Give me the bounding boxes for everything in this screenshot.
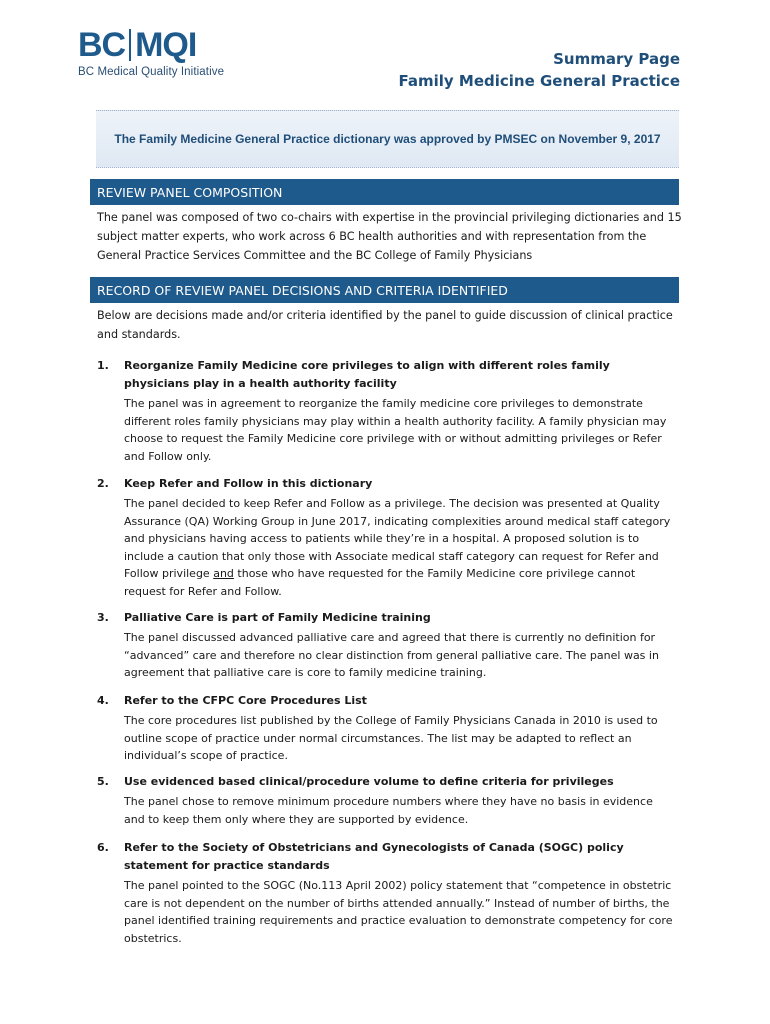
item-title: Use evidenced based clinical/procedure volume to define criteria for privileges: [124, 775, 614, 788]
approval-note: The Family Medicine General Practice dictionary was approved by PMSEC on November 9, 2017: [114, 132, 661, 146]
page-title: Summary Page: [553, 50, 680, 68]
item-body: The panel pointed to the SOGC (No.113 April 2002) policy statement that “competence in obstetric care is not dependent on the number of births attended annually.” Instead of number of births, the panel identified training requirements and practice evaluation to demonstrate competency for core obstetrics.: [124, 879, 673, 945]
panel-composition-text: The panel was composed of two co-chairs with expertise in the provincial privileging dictionaries and 15 subject matter experts, who work across 6 BC health authorities and with representation from the General Practice Services Committee and the BC College of Family Physicians: [97, 211, 682, 262]
item-title: Reorganize Family Medicine core privileges to align with different roles family physicians play in a health authority facility: [124, 359, 610, 390]
decision-item-1: [97, 357, 682, 465]
item-title: Refer to the CFPC Core Procedures List: [124, 694, 367, 707]
decision-item-2: [97, 475, 682, 600]
item-number: 6.: [97, 841, 109, 854]
item-body: The panel discussed advanced palliative care and agreed that there is currently no definition for “advanced” care and therefore no clear distinction from general palliative care. The panel was in agreement that palliative care is core to family medicine training.: [124, 631, 659, 679]
item-body: [124, 495, 676, 600]
logo-mqi-text: MQI: [135, 26, 197, 64]
item-title: Refer to the Society of Obstetricians and Gynecologists of Canada (SOGC) policy statement for practice standards: [124, 841, 624, 872]
item-number: 1.: [97, 359, 109, 372]
item-number: 5.: [97, 775, 109, 788]
logo-subtitle: BC Medical Quality Initiative: [78, 66, 225, 78]
page-subtitle: Family Medicine General Practice: [398, 72, 680, 90]
item-title: Palliative Care is part of Family Medicine training: [124, 611, 431, 624]
record-intro-text: Below are decisions made and/or criteria identified by the panel to guide discussion of clinical practice and standards.: [97, 309, 673, 341]
item-body-part: those who have requested for the Family Medicine core privilege cannot request for Refer and Follow.: [124, 567, 636, 598]
page-title-block: [399, 48, 681, 92]
decision-item-5: [97, 773, 682, 828]
item-number: 2.: [97, 477, 109, 490]
item-title: Keep Refer and Follow in this dictionary: [124, 477, 373, 490]
approval-note-box: [96, 110, 679, 168]
item-body: The panel chose to remove minimum procedure numbers where they have no basis in evidence and to keep them only where they are supported by evidence.: [124, 795, 653, 826]
decision-item-3: [97, 609, 682, 682]
section-heading-panel: REVIEW PANEL COMPOSITION: [90, 179, 679, 205]
logo-divider: [129, 29, 131, 61]
decision-item-4: [97, 692, 682, 765]
item-number: 4.: [97, 694, 109, 707]
bcmqi-logo: [78, 28, 224, 78]
logo-bc-text: BC: [78, 26, 126, 64]
item-body: The panel was in agreement to reorganize the family medicine core privileges to demonstrate different roles family physicians may play within a health authority facility. A family physician may choose to request the Family Medicine core privilege with or without admitting privileges or Refer and Follow only.: [124, 397, 667, 463]
item-number: 3.: [97, 611, 109, 624]
decision-item-6: [97, 839, 682, 947]
item-body-underlined: and: [213, 567, 234, 580]
item-body-part: The panel decided to keep Refer and Follow as a privilege. The decision was presented at Quality Assurance (QA) Working Group in June 2017, indicating complexities around medical staff category and physicians having access to patients while they’re in a hospital. A proposed solution is to include a caution that only those with Associate medical staff category can request for Refer and Follow privilege: [124, 497, 671, 580]
item-body: The core procedures list published by the College of Family Physicians Canada in 2010 is used to outline scope of practice under normal circumstances. The list may be adapted to reflect an individual’s scope of practice.: [124, 714, 658, 762]
section-heading-record: RECORD OF REVIEW PANEL DECISIONS AND CRITERIA IDENTIFIED: [90, 277, 679, 303]
